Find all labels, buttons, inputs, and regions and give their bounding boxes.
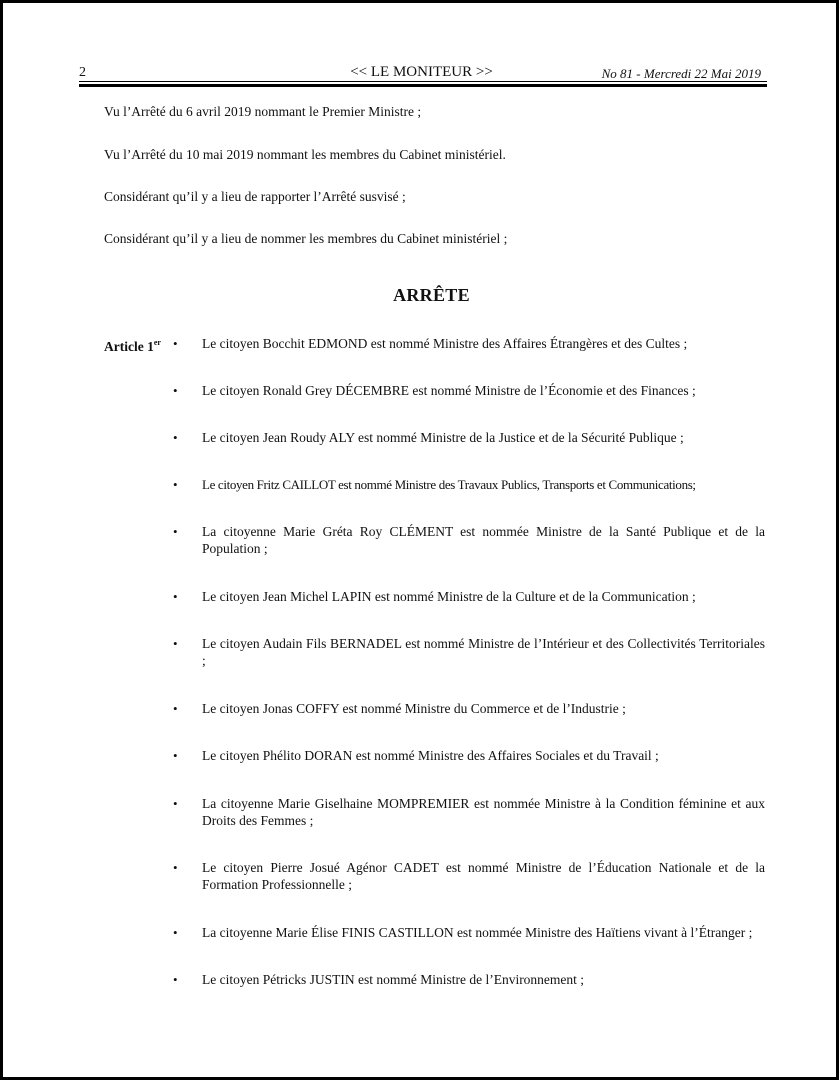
- list-item-text: Le citoyen Fritz CAILLOT est nommé Ministre des Travaux Publics, Transports et Communications;: [202, 477, 696, 492]
- list-item-text: Le citoyen Pétricks JUSTIN est nommé Ministre de l’Environnement ;: [202, 972, 585, 987]
- preamble-line: Vu l’Arrêté du 10 mai 2019 nommant les membres du Cabinet ministériel.: [104, 147, 506, 162]
- issue-info: No 81 - Mercredi 22 Mai 2019: [601, 66, 761, 81]
- bullet-icon: •: [173, 524, 178, 539]
- bullet-icon: •: [173, 477, 178, 492]
- list-item-text: Le citoyen Audain Fils BERNADEL est nommé Ministre de l’Intérieur et des Collectivités Territoriales ;: [202, 636, 765, 668]
- bullet-icon: •: [173, 589, 178, 604]
- bullet-icon: •: [173, 636, 178, 651]
- list-item-text: Le citoyen Jonas COFFY est nommé Ministre du Commerce et de l’Industrie ;: [202, 701, 626, 716]
- preamble-line: Vu l’Arrêté du 6 avril 2019 nommant le Premier Ministre ;: [104, 104, 422, 119]
- bullet-icon: •: [173, 925, 178, 940]
- article-label-text: Article 1: [104, 339, 154, 354]
- bullet-icon: •: [173, 972, 178, 987]
- article-label: [104, 334, 161, 355]
- preamble-line: Considérant qu’il y a lieu de rapporter l’Arrêté susvisé ;: [104, 189, 406, 204]
- list-item-text: La citoyenne Marie Gréta Roy CLÉMENT est nommée Ministre de la Santé Publique et de la Population ;: [202, 524, 765, 556]
- list-item-text: Le citoyen Jean Michel LAPIN est nommé Ministre de la Culture et de la Communication ;: [202, 589, 696, 604]
- preamble-line: Considérant qu’il y a lieu de nommer les membres du Cabinet ministériel ;: [104, 231, 508, 246]
- bullet-icon: •: [173, 383, 178, 398]
- list-item-text: La citoyenne Marie Élise FINIS CASTILLON est nommée Ministre des Haïtiens vivant à l’Étranger ;: [202, 925, 753, 940]
- bullet-icon: •: [173, 860, 178, 875]
- header-rule-thin: [79, 81, 767, 82]
- bullet-icon: •: [173, 336, 178, 351]
- decree-heading: ARRÊTE: [393, 285, 470, 305]
- bullet-icon: •: [173, 748, 178, 763]
- bullet-icon: •: [173, 796, 178, 811]
- article-label-sup: er: [153, 338, 161, 347]
- bullet-icon: •: [173, 701, 178, 716]
- list-item-text: La citoyenne Marie Giselhaine MOMPREMIER est nommée Ministre à la Condition féminine et aux Droits des Femmes ;: [202, 796, 765, 828]
- list-item-text: Le citoyen Bocchit EDMOND est nommé Ministre des Affaires Étrangères et des Cultes ;: [202, 336, 688, 351]
- publication-title: << LE MONITEUR >>: [350, 64, 493, 80]
- list-item-text: Le citoyen Phélito DORAN est nommé Ministre des Affaires Sociales et du Travail ;: [202, 748, 659, 763]
- list-item-text: Le citoyen Pierre Josué Agénor CADET est nommé Ministre de l’Éducation Nationale et de la Formation Professionnelle ;: [202, 860, 765, 892]
- list-item-text: Le citoyen Jean Roudy ALY est nommé Ministre de la Justice et de la Sécurité Publique ;: [202, 430, 684, 445]
- header-rule-thick: [79, 84, 767, 87]
- list-item-text: Le citoyen Ronald Grey DÉCEMBRE est nommé Ministre de l’Économie et des Finances ;: [202, 383, 696, 398]
- bullet-icon: •: [173, 430, 178, 445]
- page-number: 2: [79, 65, 86, 80]
